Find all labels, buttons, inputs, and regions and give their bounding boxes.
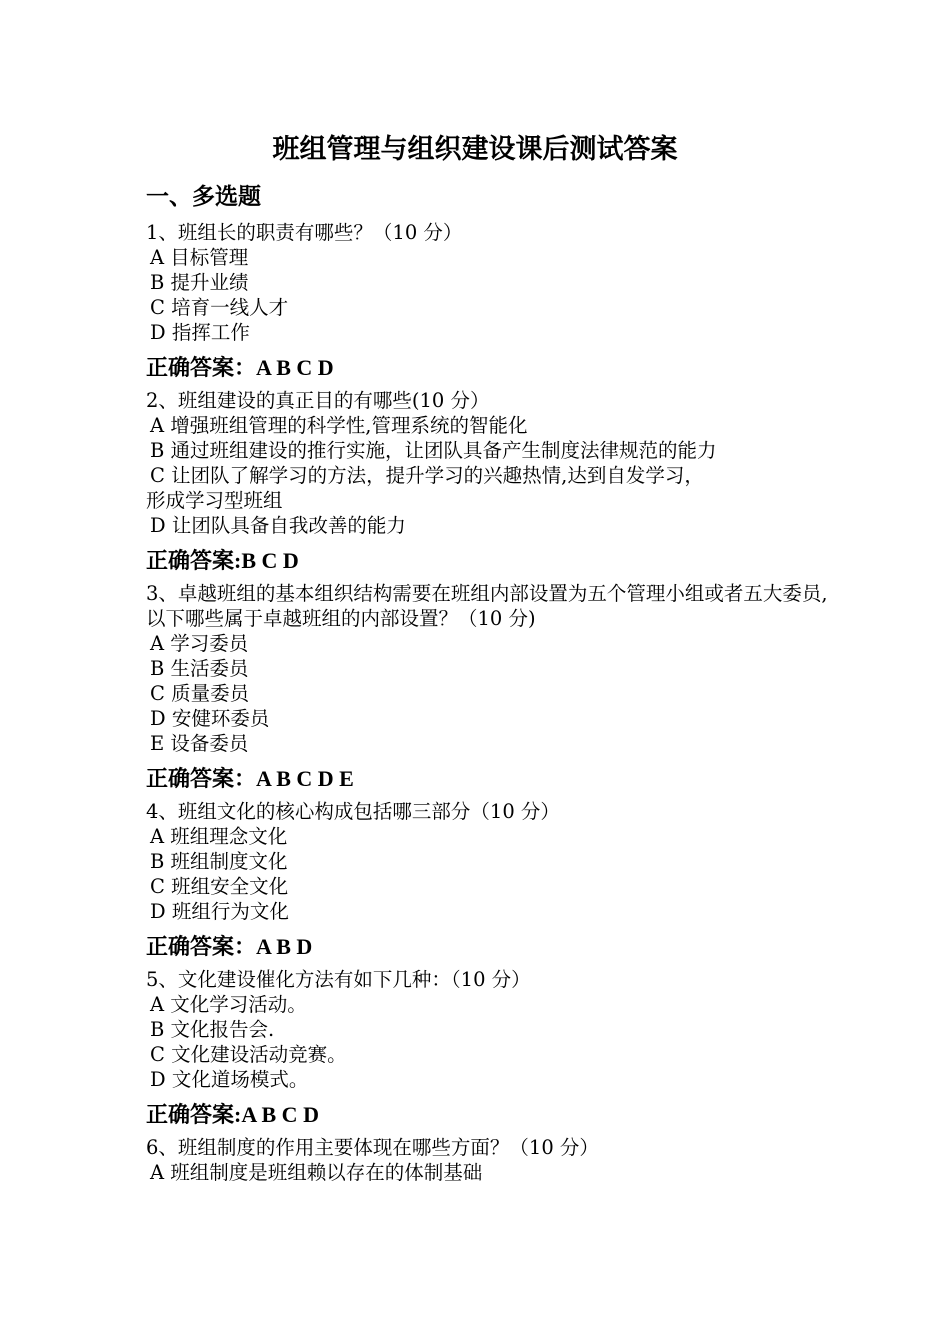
answer-value: A B C D [256,355,334,380]
question-2 [146,388,836,538]
option-e: E 设备委员 [150,732,249,755]
option-c: C 文化建设活动竞赛。 [150,1043,347,1066]
question-5 [146,967,836,1092]
option-a: A 班组制度是班组赖以存在的体制基础 [150,1161,483,1184]
option-b: B 班组制度文化 [150,850,288,873]
answer-value: A B D [256,934,313,959]
option-d: D 班组行为文化 [150,900,289,923]
option-b: B 通过班组建设的推行实施，让团队具备产生制度法律规范的能力 [150,439,717,462]
option-a: A 班组理念文化 [150,825,288,848]
question-3 [146,581,836,756]
section-heading: 一、多选题 [146,183,261,210]
answer-label: 正确答案： [146,766,257,791]
option-a: A 目标管理 [150,246,249,269]
question-text: 2、班组建设的真正目的有哪些(10 分） [146,389,490,412]
option-c: C 培育一线人才 [150,296,289,319]
option-c: C 班组安全文化 [150,875,289,898]
question-6 [146,1135,836,1185]
answer-label: 正确答案: [146,548,242,573]
option-b: B 文化报告会. [150,1018,275,1041]
question-text: 5、文化建设催化方法有如下几种：（10 分） [146,968,531,991]
correct-answer [146,351,836,385]
correct-answer [146,1098,836,1132]
question-4 [146,799,836,924]
option-a: A 增强班组管理的科学性,管理系统的智能化 [150,414,528,437]
option-b: B 提升业绩 [150,271,249,294]
correct-answer [146,762,836,796]
correct-answer [146,930,836,964]
option-d: D 让团队具备自我改善的能力 [150,514,406,537]
answer-value: A B C D [241,1102,319,1127]
option-c: C 让团队了解学习的方法，提升学习的兴趣热情,达到自发学习， [150,464,704,487]
correct-answer [146,544,836,578]
question-1 [146,220,836,345]
question-text: 4、班组文化的核心构成包括哪三部分（10 分） [146,800,560,823]
option-d: D 指挥工作 [150,321,250,344]
option-d: D 文化道场模式。 [150,1068,309,1091]
answer-value: A B C D E [256,766,354,791]
option-a: A 学习委员 [150,632,249,655]
answer-value: B C D [241,548,299,573]
option-c: C 质量委员 [150,682,250,705]
option-b: B 生活委员 [150,657,249,680]
question-text: 1、班组长的职责有哪些？（10 分） [146,221,463,244]
answer-label: 正确答案： [146,934,257,959]
document-content [146,180,836,1185]
document-title: 班组管理与组织建设课后测试答案 [272,134,678,165]
question-text: 6、班组制度的作用主要体现在哪些方面？（10 分） [146,1136,599,1159]
answer-label: 正确答案： [146,355,257,380]
option-d: D 安健环委员 [150,707,270,730]
answer-label: 正确答案: [146,1102,242,1127]
option-a: A 文化学习活动。 [150,993,307,1016]
option-c-continued: 形成学习型班组 [146,489,283,512]
question-text: 3、卓越班组的基本组织结构需要在班组内部设置为五个管理小组或者五大委员,以下哪些属于卓越班组的内部设置？（10 分) [146,582,828,630]
